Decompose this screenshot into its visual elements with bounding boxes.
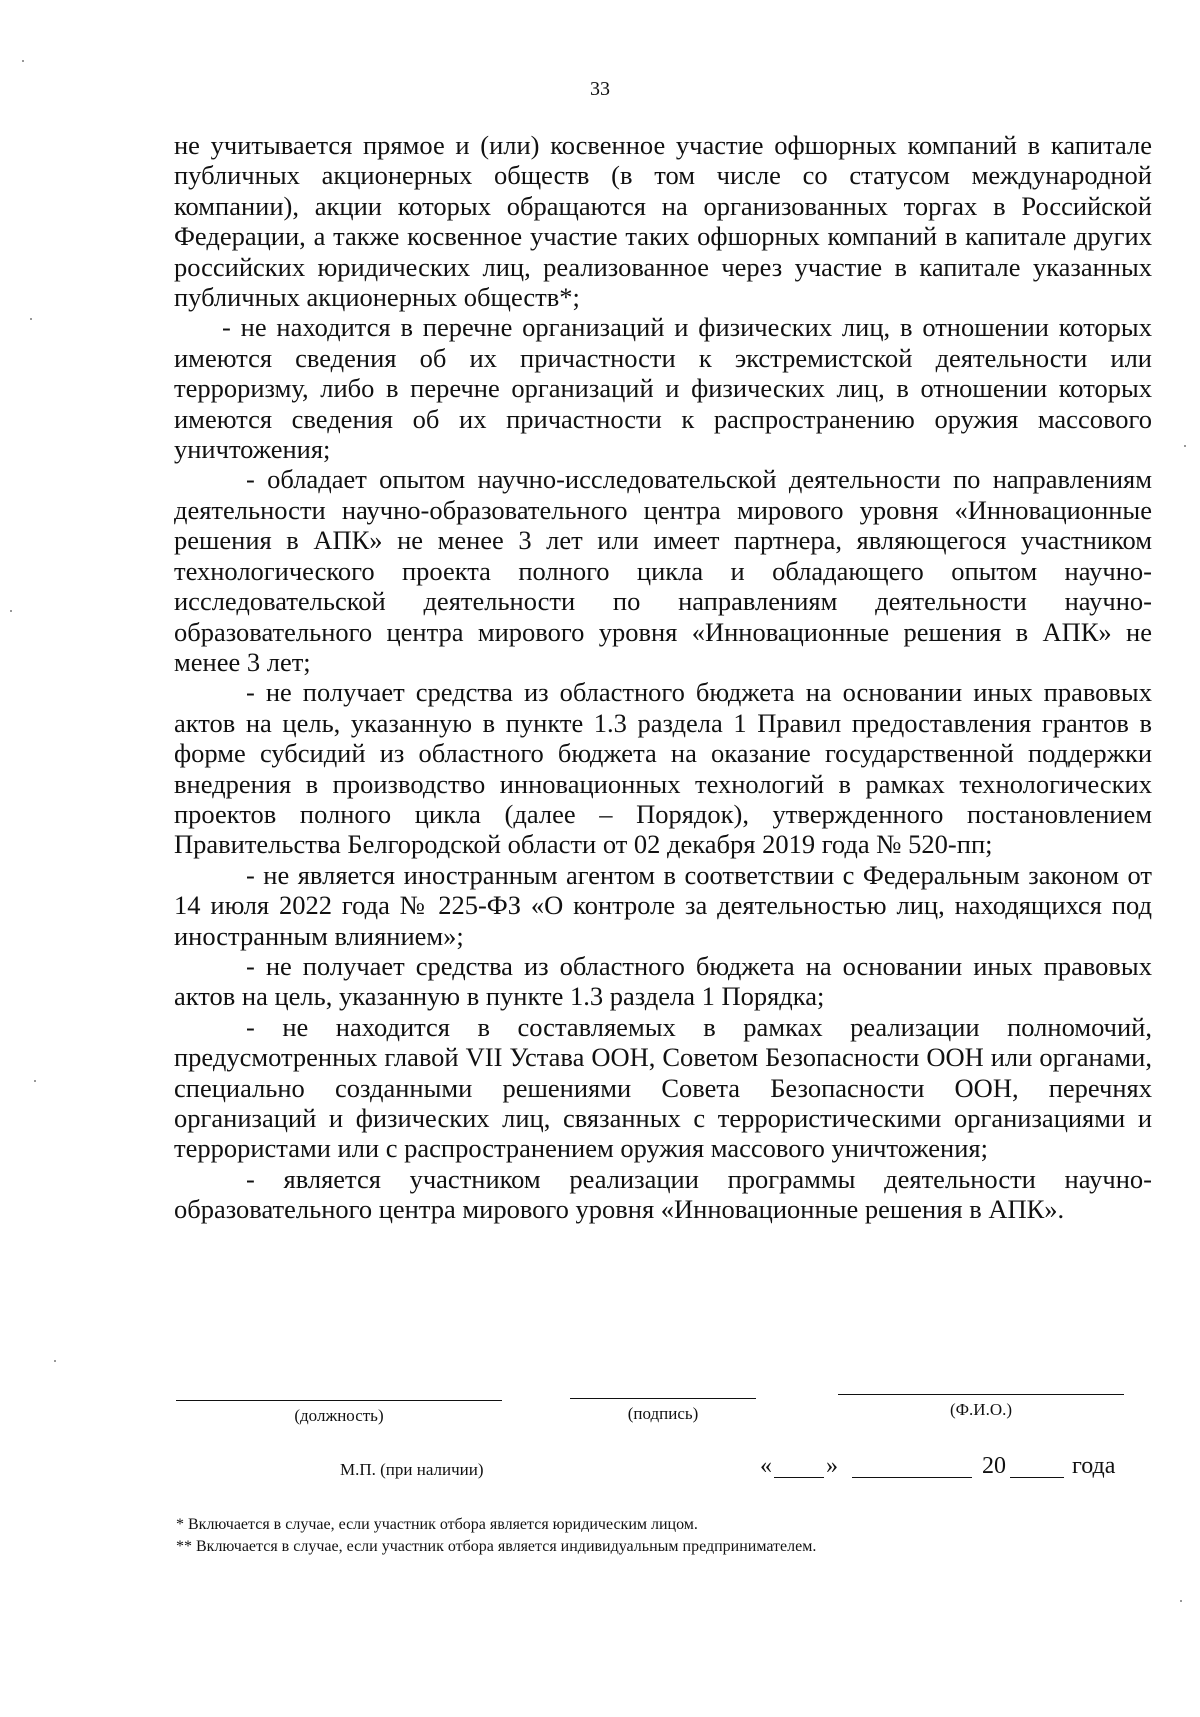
page-number: 33: [590, 78, 610, 100]
scan-speck: [30, 318, 32, 320]
paragraph-program-participant: - является участником реализации программы деятельности научно-образовательного центра мирового уровня «Инновационные решения в АПК».: [174, 1163, 1152, 1225]
year-suffix: года: [1072, 1453, 1116, 1479]
paragraph-no-budget-funds: - не получает средства из областного бюджета на основании иных правовых актов на цель, указанную в пункте 1.3 раздела 1 Правил предоставления грантов в форме субсидий из областного бюджета на оказание государственной поддержки внедрения в производство инновационных технологий в рамках технологических проектов полного цикла (далее – Порядок), утвержденного постановлением Правительства Белгородской области от 02 декабря 2019 года № 520-пп;: [174, 677, 1152, 860]
paragraph-no-budget-funds-order: - не получает средства из областного бюджета на основании иных правовых актов на цель, указанную в пункте 1.3 раздела 1 Порядка;: [174, 950, 1152, 1012]
scan-speck: [1184, 445, 1186, 447]
date-open-quote: «: [760, 1453, 772, 1479]
date-close-quote: »: [826, 1453, 838, 1479]
paragraph-foreign-agent: - не является иностранным агентом в соответствии с Федеральным законом от 14 июля 2022 года № 225-ФЗ «О контроле за деятельностью лиц, находящихся под иностранным влиянием»;: [174, 859, 1152, 951]
scan-speck: [54, 1360, 56, 1362]
paragraph-extremism-list: - не находится в перечне организаций и физических лиц, в отношении которых имеются сведения об их причастности к экстремистской деятельности или терроризму, либо в перечне организаций и физических лиц, в отношении которых имеются сведения об их причастности к распространению оружия массового уничтожения;: [174, 312, 1152, 465]
signature-line: [570, 1398, 756, 1399]
position-label: (должность): [294, 1406, 384, 1425]
scan-speck: [34, 1080, 36, 1082]
year-prefix: 20: [982, 1453, 1006, 1479]
position-signature-line: [176, 1400, 502, 1401]
scan-speck: [1180, 1600, 1182, 1602]
footnote-legal-entity: * Включается в случае, если участник отбора является юридическим лицом.: [176, 1516, 698, 1533]
month-blank: [852, 1477, 972, 1478]
scan-speck: [10, 610, 12, 612]
day-blank: [774, 1477, 824, 1478]
name-label: (Ф.И.О.): [949, 1400, 1013, 1419]
date-row: [760, 1453, 1140, 1485]
paragraph-offshore: не учитывается прямое и (или) косвенное участие офшорных компаний в капитале публичных акционерных обществ (в том числе со статусом международной компании), акции которых обращаются на организованных торгах в Российской Федерации, а также косвенное участие таких офшорных компаний в капитале других российских юридических лиц, реализованное через участие в капитале указанных публичных акционерных обществ*;: [174, 130, 1152, 313]
paragraph-research-experience: - обладает опытом научно-исследовательской деятельности по направлениям деятельности научно-образовательного центра мирового уровня «Инновационные решения в АПК» не менее 3 лет или имеет партнера, являющегося участником технологического проекта полного цикла и обладающего опытом научно-исследовательской деятельности по направлениям деятельности научно-образовательного центра мирового уровня «Инновационные решения в АПК» не менее 3 лет;: [174, 464, 1152, 677]
document-body: [174, 130, 1152, 1225]
year-blank: [1010, 1477, 1064, 1478]
name-signature-line: [838, 1394, 1124, 1395]
signature-label: (подпись): [627, 1404, 699, 1423]
footnote-sole-proprietor: ** Включается в случае, если участник отбора является индивидуальным предпринимателем.: [176, 1538, 817, 1555]
paragraph-un-lists: - не находится в составляемых в рамках реализации полномочий, предусмотренных главой VII Устава ООН, Советом Безопасности ООН или органами, специально созданными решениями Совета Безопасности ООН, перечнях организаций и физических лиц, связанных с террористическими организациями и террористами или с распространением оружия массового уничтожения;: [174, 1011, 1152, 1164]
scan-speck: [22, 60, 24, 62]
stamp-label: М.П. (при наличии): [340, 1460, 484, 1479]
